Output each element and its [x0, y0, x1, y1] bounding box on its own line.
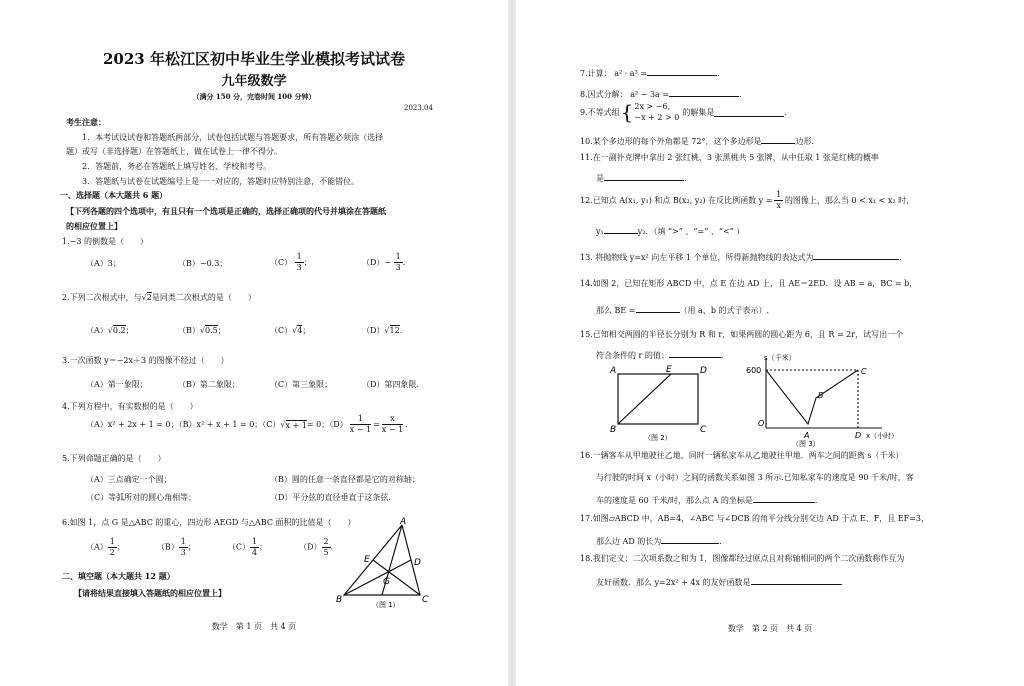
question-8: 8.因式分解： a² − 3a = . [580, 87, 742, 100]
q3-option-c: （C）第三象限； [270, 380, 333, 389]
q1-option-c: （C） $\frac{1}{3}$ ； [270, 252, 312, 272]
exam-page-1 [0, 0, 508, 686]
question-2-stem: 2.下列二次根式中，与√2是同类二次根式的是（ ） [62, 293, 256, 302]
fig1-label-e: E [364, 555, 370, 565]
section-2-heading: 二、填空题（本大题共 12 题） [62, 571, 175, 581]
q6-option-d: （D） $\frac{2}{5}$ . [299, 537, 334, 557]
fig3-xlabel: x（小时） [866, 432, 899, 440]
question-14-line-2: 那么 BE = （用 a、b 的式子表示）. [596, 303, 769, 316]
page-2-footer: 数学 第 2 页 共 4 页 [727, 624, 813, 633]
question-16-line-1: 16.一辆客车从甲地驶往乙地，同时一辆私家车从乙地驶往甲地．两车之间的距离 s（千米） [580, 451, 904, 460]
fig2-label-a: A [610, 366, 617, 376]
fig3-ylabel: s（千米） [764, 354, 796, 362]
question-3-stem: 3.一次函数 y＝−2x＋3 的图像不经过（ ） [62, 356, 229, 365]
fig2-label-b: B [610, 425, 617, 435]
notice-line: 2．答题前，务必在答题纸上填写姓名、学校和考号。 [82, 162, 272, 171]
q2-option-d: （D）√12. [362, 326, 403, 335]
question-16-line-3: 车的速度是 60 千米/时，那么点 A 的坐标是 . [596, 493, 817, 506]
q5-option-b: （B）圆的任意一条直径都是它的对称轴； [270, 475, 420, 484]
question-6-stem: 6.如图 1，点 G 是△ABC 的重心，四边形 AEGD 与△ABC 面积的比值是（ ） [62, 518, 356, 527]
section-2-instruction: 【请将结果直接填入答题纸的相应位置上】 [74, 588, 226, 598]
q5-option-c: （C）等弧所对的圆心角相等； [86, 493, 197, 502]
notice-line: 3．答题纸与试卷在试题编号上是一一对应的，答题时应特别注意，不能错位。 [82, 177, 360, 186]
fig2-label-e: E [666, 365, 672, 375]
fig2-label-c: C [700, 425, 707, 435]
question-18-line-1: 18.我们定义：二次项系数之和为 1，图像都经过原点且对称轴相同的两个二次函数称作互为 [580, 554, 905, 563]
question-1-stem: 1.−3 的倒数是（ ） [62, 237, 148, 246]
question-17-line-2: 那么边 AD 的长为 . [596, 534, 722, 547]
q5-option-d: （D）平分弦的直径垂直于这条弦. [270, 493, 391, 502]
q6-options [86, 537, 333, 558]
question-10: 10.某个多边形的每个外角都是 72°，这个多边形是 边形. [580, 134, 814, 147]
fig3-label-c: C [861, 367, 867, 376]
fig1-caption: （图 1） [372, 601, 400, 609]
question-12-line-1: 12.已知点 A(x₁, y₁) 和点 B(x₂, y₂) 在反比例函数 y = $\frac{1}{x}$ 的图像上，那么当 0 < x₁ < x₂ 时， [580, 190, 915, 210]
question-14-line-1: 14.如图 2，已知在矩形 ABCD 中，点 E 在边 AD 上，且 AE＝2ED．设 AB = a，BC = b， [580, 279, 918, 288]
question-17-line-1: 17.如图▱ABCD 中，AB=4，∠ABC 与∠DCB 的角平分线分别交边 AD 于点 E、F，且 EF=3， [580, 514, 929, 523]
question-12-line-2: y₁ y₂．（填 “>” 、“=” 、“<” ） [596, 224, 744, 237]
notice-line: 1．本考试设试卷和答题纸两部分，试卷包括试题与答题要求，所有答题必须涂（选择 [82, 133, 384, 142]
exam-date: 2023.04 [404, 104, 433, 112]
exam-subtitle: 九年级数学 [221, 74, 287, 89]
q5-option-a: （A）三点确定一个圆； [86, 475, 172, 484]
notice-heading: 考生注意： [66, 117, 106, 127]
figure-3-graph [738, 352, 899, 448]
q2-option-c: （C）√4； [270, 326, 311, 335]
q6-option-c: （C） $\frac{1}{4}$ ； [227, 537, 268, 557]
q1-option-d: （D）− $\frac{1}{3}$ . [362, 252, 406, 272]
exam-title: 2023 年松江区初中毕业生学业模拟考试试卷 [103, 50, 405, 68]
q4-options: （A）x² + 2x + 1 = 0；（B）x² + x + 1 = 0；（C） √ x + 1 = 0；（D） $\frac{1}{x - 1}$ = $\frac{x}{x - 1}$ . [86, 414, 408, 434]
fig3-label-d: D [855, 431, 862, 440]
fig3-ytick-600: 600 [746, 366, 762, 375]
question-18-line-2: 友好函数．那么 y=2x² + 4x 的友好函数是 . [596, 575, 843, 588]
section-1-instruction: 【下列各题的四个选项中，有且只有一个选项是正确的，选择正确项的代号并填涂在答题纸 [66, 206, 386, 216]
fig3-label-a: A [804, 431, 810, 440]
section-1-instruction: 的相应位置上】 [66, 221, 122, 231]
question-9: 9.不等式组 { 2x > −6, −x + 2 > 0 的解集是 . [580, 100, 787, 124]
figure-2-rectangle [604, 362, 714, 446]
notice-line: 题）或写（非选择题）在答题纸上，做在试卷上一律不得分。 [66, 147, 282, 156]
q3-option-a: （A）第一象限； [86, 380, 148, 389]
fig3-label-b: B [818, 391, 824, 400]
exam-note: （满分 150 分，完卷时间 100 分钟） [192, 92, 316, 101]
q2-option-a: （A）√0.2； [86, 326, 134, 335]
question-5-stem: 5.下列命题正确的是（ ） [62, 454, 166, 463]
fig2-label-d: D [700, 366, 707, 376]
question-15-line-2: 符合条件的 r 的值： . [596, 348, 723, 361]
fig1-label-d: D [414, 558, 421, 568]
exam-page-2 [516, 0, 1024, 686]
q6-option-a: （A） $\frac{1}{2}$ ； [86, 537, 125, 557]
fig1-label-c: C [422, 595, 429, 605]
question-7: 7.计算： a² · a³ = . [580, 66, 720, 79]
fig3-label-o: O [758, 419, 765, 428]
fig1-label-g: G [383, 577, 390, 587]
section-1-heading: 一、选择题（本大题共 6 题） [60, 190, 168, 200]
question-11-line-1: 11.在一副扑克牌中拿出 2 张红桃、3 张黑桃共 5 张牌，从中任取 1 张是红桃的概率 [580, 153, 879, 162]
question-13: 13. 将抛物线 y=x² 向左平移 1 个单位，所得新抛物线的表达式为 . [580, 250, 902, 263]
fig1-label-a: A [400, 517, 407, 527]
question-16-line-2: 与行驶的时间 x（小时）之间的函数关系如图 3 所示.已知私家车的速度是 90 千米/时，客 [596, 473, 914, 482]
q3-option-d: （D）第四象限. [362, 380, 419, 389]
figure-1-triangle [336, 515, 436, 613]
fig1-label-b: B [336, 595, 343, 605]
q6-option-b: （B） $\frac{1}{3}$ ； [156, 537, 196, 557]
q1-option-a: （A）3； [86, 259, 121, 268]
fig3-caption: （图 3） [792, 440, 820, 448]
page-1-footer: 数学 第 1 页 共 4 页 [211, 622, 297, 631]
question-4-stem: 4.下列方程中，有实数根的是（ ） [62, 402, 198, 411]
fig2-caption: （图 2） [644, 434, 672, 442]
q2-option-b: （B）√0.5； [178, 326, 226, 335]
q3-option-b: （B）第二象限； [178, 380, 240, 389]
question-11-line-2: 是 . [596, 171, 687, 184]
page-gutter [508, 0, 516, 686]
question-15-line-1: 15.已知相交两圆的半径长分别为 R 和 r，如果两圆的圆心距为 6，且 R = 2r，试写出一个 [580, 330, 904, 339]
q1-option-b: （B）−0.3； [178, 259, 228, 268]
